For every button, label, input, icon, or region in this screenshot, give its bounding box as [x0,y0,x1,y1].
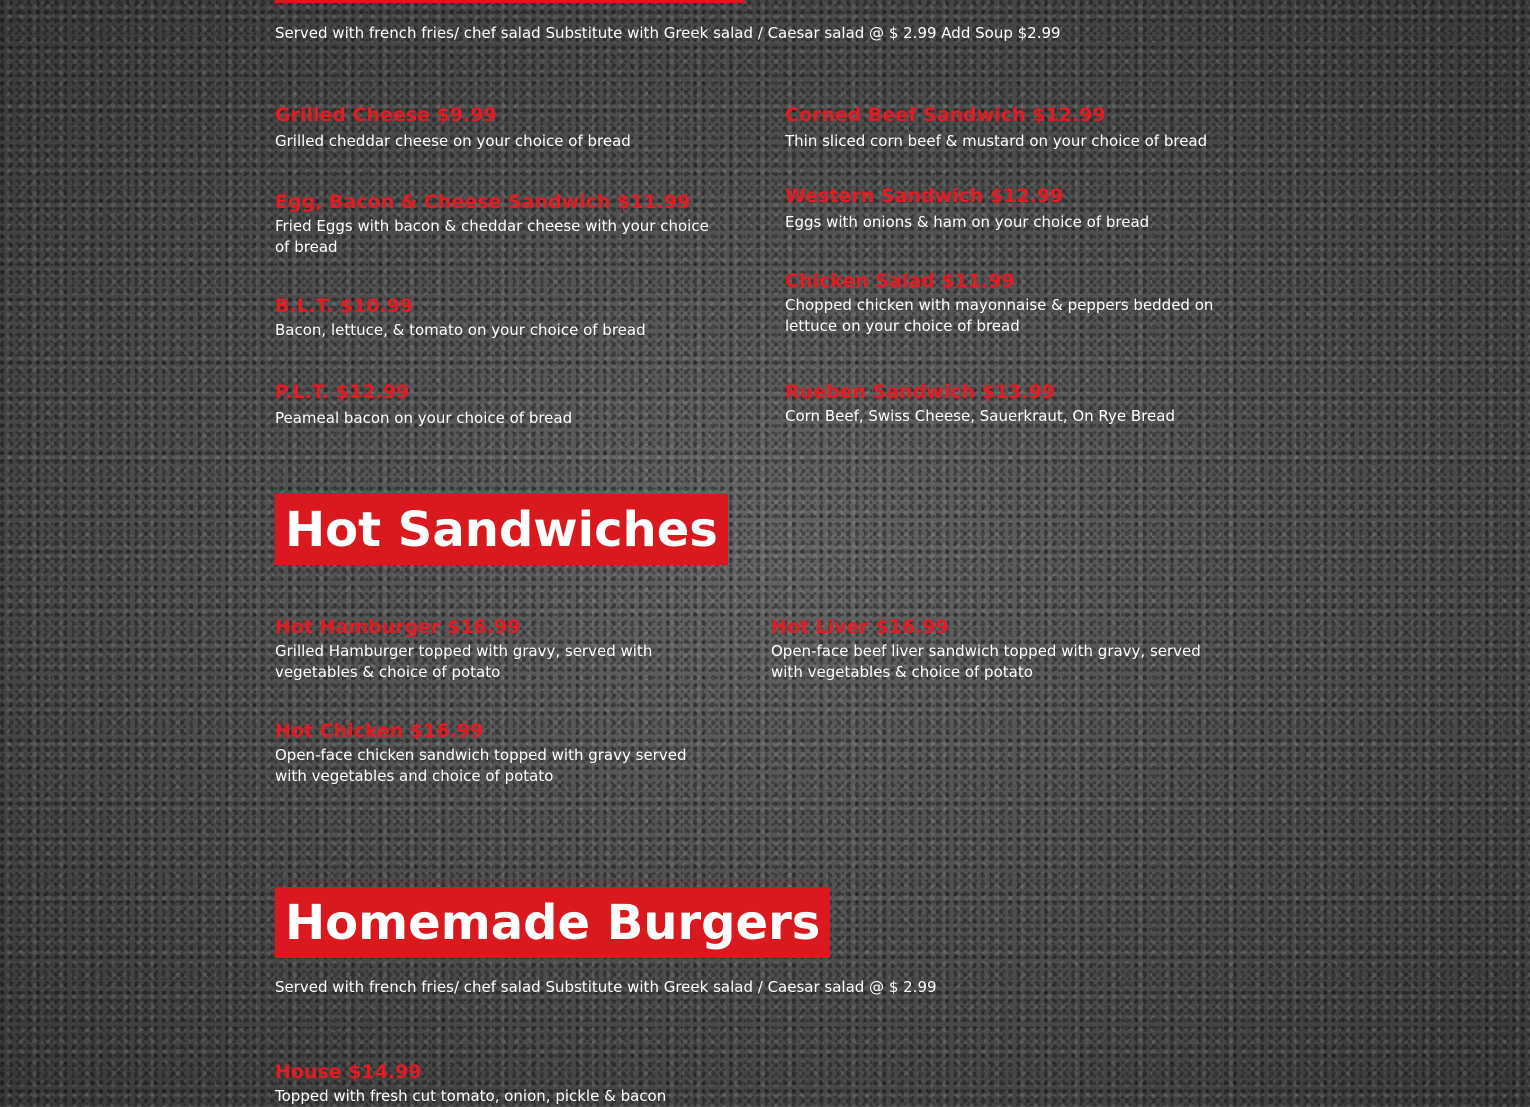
item-description: Open-face chicken sandwich topped with gravy served with vegetables and choice of potato [275,746,687,785]
item-description: Bacon, lettuce, & tomato on your choice of bread [275,321,646,339]
section-heading-hot-sandwiches [275,494,728,565]
menu-item [275,615,705,683]
menu-item [275,1060,775,1107]
item-description: Peameal bacon on your choice of bread [275,409,573,427]
item-title: Corned Beef Sandwich $12.99 [785,104,1106,126]
item-description: Eggs with onions & ham on your choice of bread [785,213,1150,231]
item-title: P.L.T. $12.99 [275,381,410,403]
section-heading-homemade-burgers [275,887,830,958]
menu-item [785,269,1225,337]
item-title: Hot Hamburger $16.99 [275,616,521,638]
section-heading-bar [275,0,745,3]
item-title: Egg, Bacon & Cheese Sandwich $11.99 [275,191,691,213]
item-description: Thin sliced corn beef & mustard on your choice of bread [785,132,1208,150]
menu-item [785,184,1225,233]
menu-item [275,380,715,429]
menu-item [275,190,715,258]
item-title: Chicken Salad $11.99 [785,270,1015,292]
item-description: Topped with fresh cut tomato, onion, pickle & bacon [275,1087,667,1105]
item-title: Hot Liver $16.99 [771,616,949,638]
menu-item [771,615,1211,683]
section-heading-text: Homemade Burgers [285,894,821,951]
burgers-note: Served with french fries/ chef salad Substitute with Greek salad / Caesar salad @ $ 2.99 [275,978,937,996]
sandwiches-note: Served with french fries/ chef salad Substitute with Greek salad / Caesar salad @ $ 2.99 Add Soup $2.99 [275,24,1061,42]
menu-item [275,719,705,787]
item-title: Hot Chicken $16.99 [275,720,484,742]
menu-item [275,103,715,152]
item-title: Western Sandwich $12.99 [785,185,1064,207]
section-heading-text: Hot Sandwiches [285,501,718,558]
item-description: Grilled Hamburger topped with gravy, served with vegetables & choice of potato [275,642,653,681]
item-description: Chopped chicken with mayonnaise & peppers bedded on lettuce on your choice of bread [785,296,1214,335]
menu-item [785,380,1225,427]
item-description: Corn Beef, Swiss Cheese, Sauerkraut, On Rye Bread [785,407,1175,425]
item-title: B.L.T. $10.99 [275,295,414,317]
item-description: Fried Eggs with bacon & cheddar cheese with your choice of bread [275,217,709,256]
menu-item [275,294,715,341]
menu-item [785,103,1225,152]
item-title: Rueben Sandwich $13.99 [785,381,1056,403]
item-description: Grilled cheddar cheese on your choice of bread [275,132,631,150]
item-title: Grilled Cheese $9.99 [275,104,497,126]
item-title: House $14.99 [275,1061,422,1083]
item-description: Open-face beef liver sandwich topped with gravy, served with vegetables & choice of potato [771,642,1201,681]
